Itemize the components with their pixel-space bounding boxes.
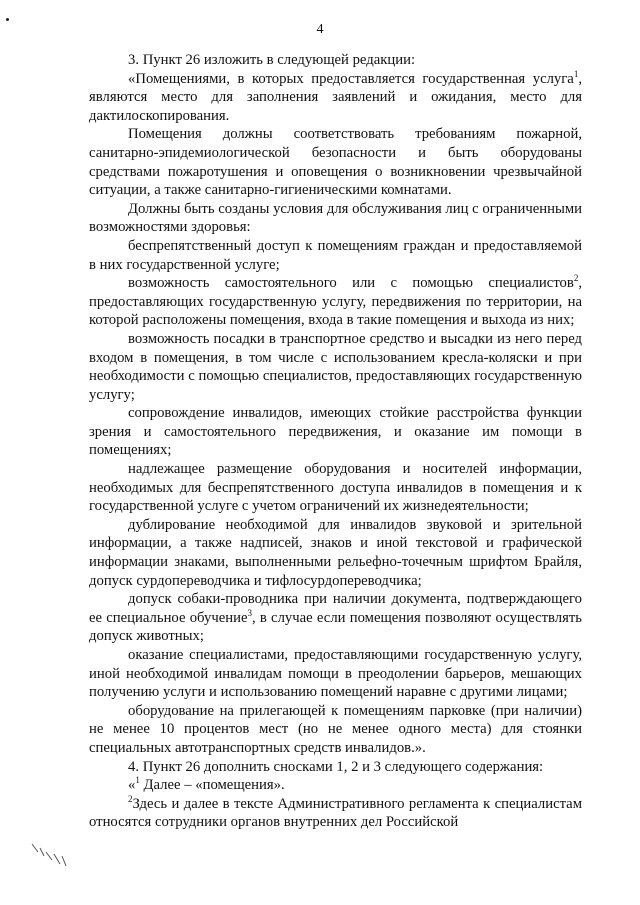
list-item-unhindered-access: беспрепятственный доступ к помещениям граждан и предоставляемой в них государственной услуге;: [89, 237, 582, 273]
paragraph-conditions-intro: Должны быть созданы условия для обслуживания лиц с ограниченными возможностями здоровья:: [89, 200, 582, 236]
list-item-guide-dog: допуск собаки-проводника при наличии документа, подтверждающего ее специальное обучение$^3$, в случае если помещения позволяют осуществлять допуск животных;: [89, 591, 582, 645]
list-item-transport-boarding: возможность посадки в транспортное средство и высадки из него перед входом в помещения, в том числе с использованием кресла-коляски и при необходимости с помощью специалистов, предоставляющих государственную услугу;: [89, 330, 582, 403]
list-item-parking: оборудование на прилегающей к помещениям парковке (при наличии) не менее 10 процентов мест (но не менее одного места) для стоянки специальных автотранспортных средств инвалидов.».: [89, 702, 582, 756]
handwritten-mark: [28, 838, 76, 868]
document-body: [89, 51, 582, 832]
list-item-escort: сопровождение инвалидов, имеющих стойкие расстройства функции зрения и самостоятельного передвижения, и оказание им помощи в помещениях;: [89, 405, 582, 459]
page-number: 4: [316, 22, 324, 37]
footnote-ref-1: 1: [573, 68, 579, 79]
list-item-movement: возможность самостоятельного или с помощью специалистов$^2$, предоставляющих государственную услугу, передвижения по территории, на которой расположены помещения, входа в такие помещения и выхода из них;: [89, 273, 582, 329]
scan-mark: [6, 18, 9, 21]
paragraph-premises-definition: «Помещениями, в которых предоставляется государственная услуга$^1$, являются место для заполнения заявлений и ожидания, место для дактилоскопирования.: [89, 68, 582, 124]
footnote-1-text: «$^1$ Далее – «помещения».: [128, 775, 285, 794]
list-item-assistance: оказание специалистами, предоставляющими государственную услугу, иной необходимой инвалидам помощи в преодолении барьеров, мешающих получению услуги и использованию помещений наравне с другими лицами;: [89, 647, 582, 701]
paragraph-item-4-header: 4. Пункт 26 дополнить сносками 1, 2 и 3 следующего содержания:: [128, 758, 544, 775]
list-item-information-duplication: дублирование необходимой для инвалидов звуковой и зрительной информации, а также надписей, знаков и иной текстовой и графической информации знаками, выполненными рельефно-точечным шрифтом Брайля, допуск сурдопереводчика и тифлосурдопереводчика;: [89, 516, 582, 589]
list-item-equipment-placement: надлежащее размещение оборудования и носителей информации, необходимых для беспрепятственного доступа инвалидов в помещения и к государственной услуге с учетом ограничений их жизнедеятельности;: [89, 461, 582, 515]
paragraph-item-3-header: 3. Пункт 26 изложить в следующей редакции:: [128, 52, 416, 68]
footnote-ref-3: 3: [247, 607, 252, 618]
footnote-ref-2: 2: [573, 273, 579, 284]
paragraph-premises-requirements: Помещения должны соответствовать требованиям пожарной, санитарно-эпидемиологической безопасности и быть оборудованы средствами пожаротушения и оповещения о возникновении чрезвычайной ситуации, а также санитарно-гигиеническими комнатами.: [89, 126, 582, 199]
footnote-2-text: $^2$Здесь и далее в тексте Административного регламента к специалистам относятся сотрудники органов внутренних дел Российской: [89, 793, 582, 831]
